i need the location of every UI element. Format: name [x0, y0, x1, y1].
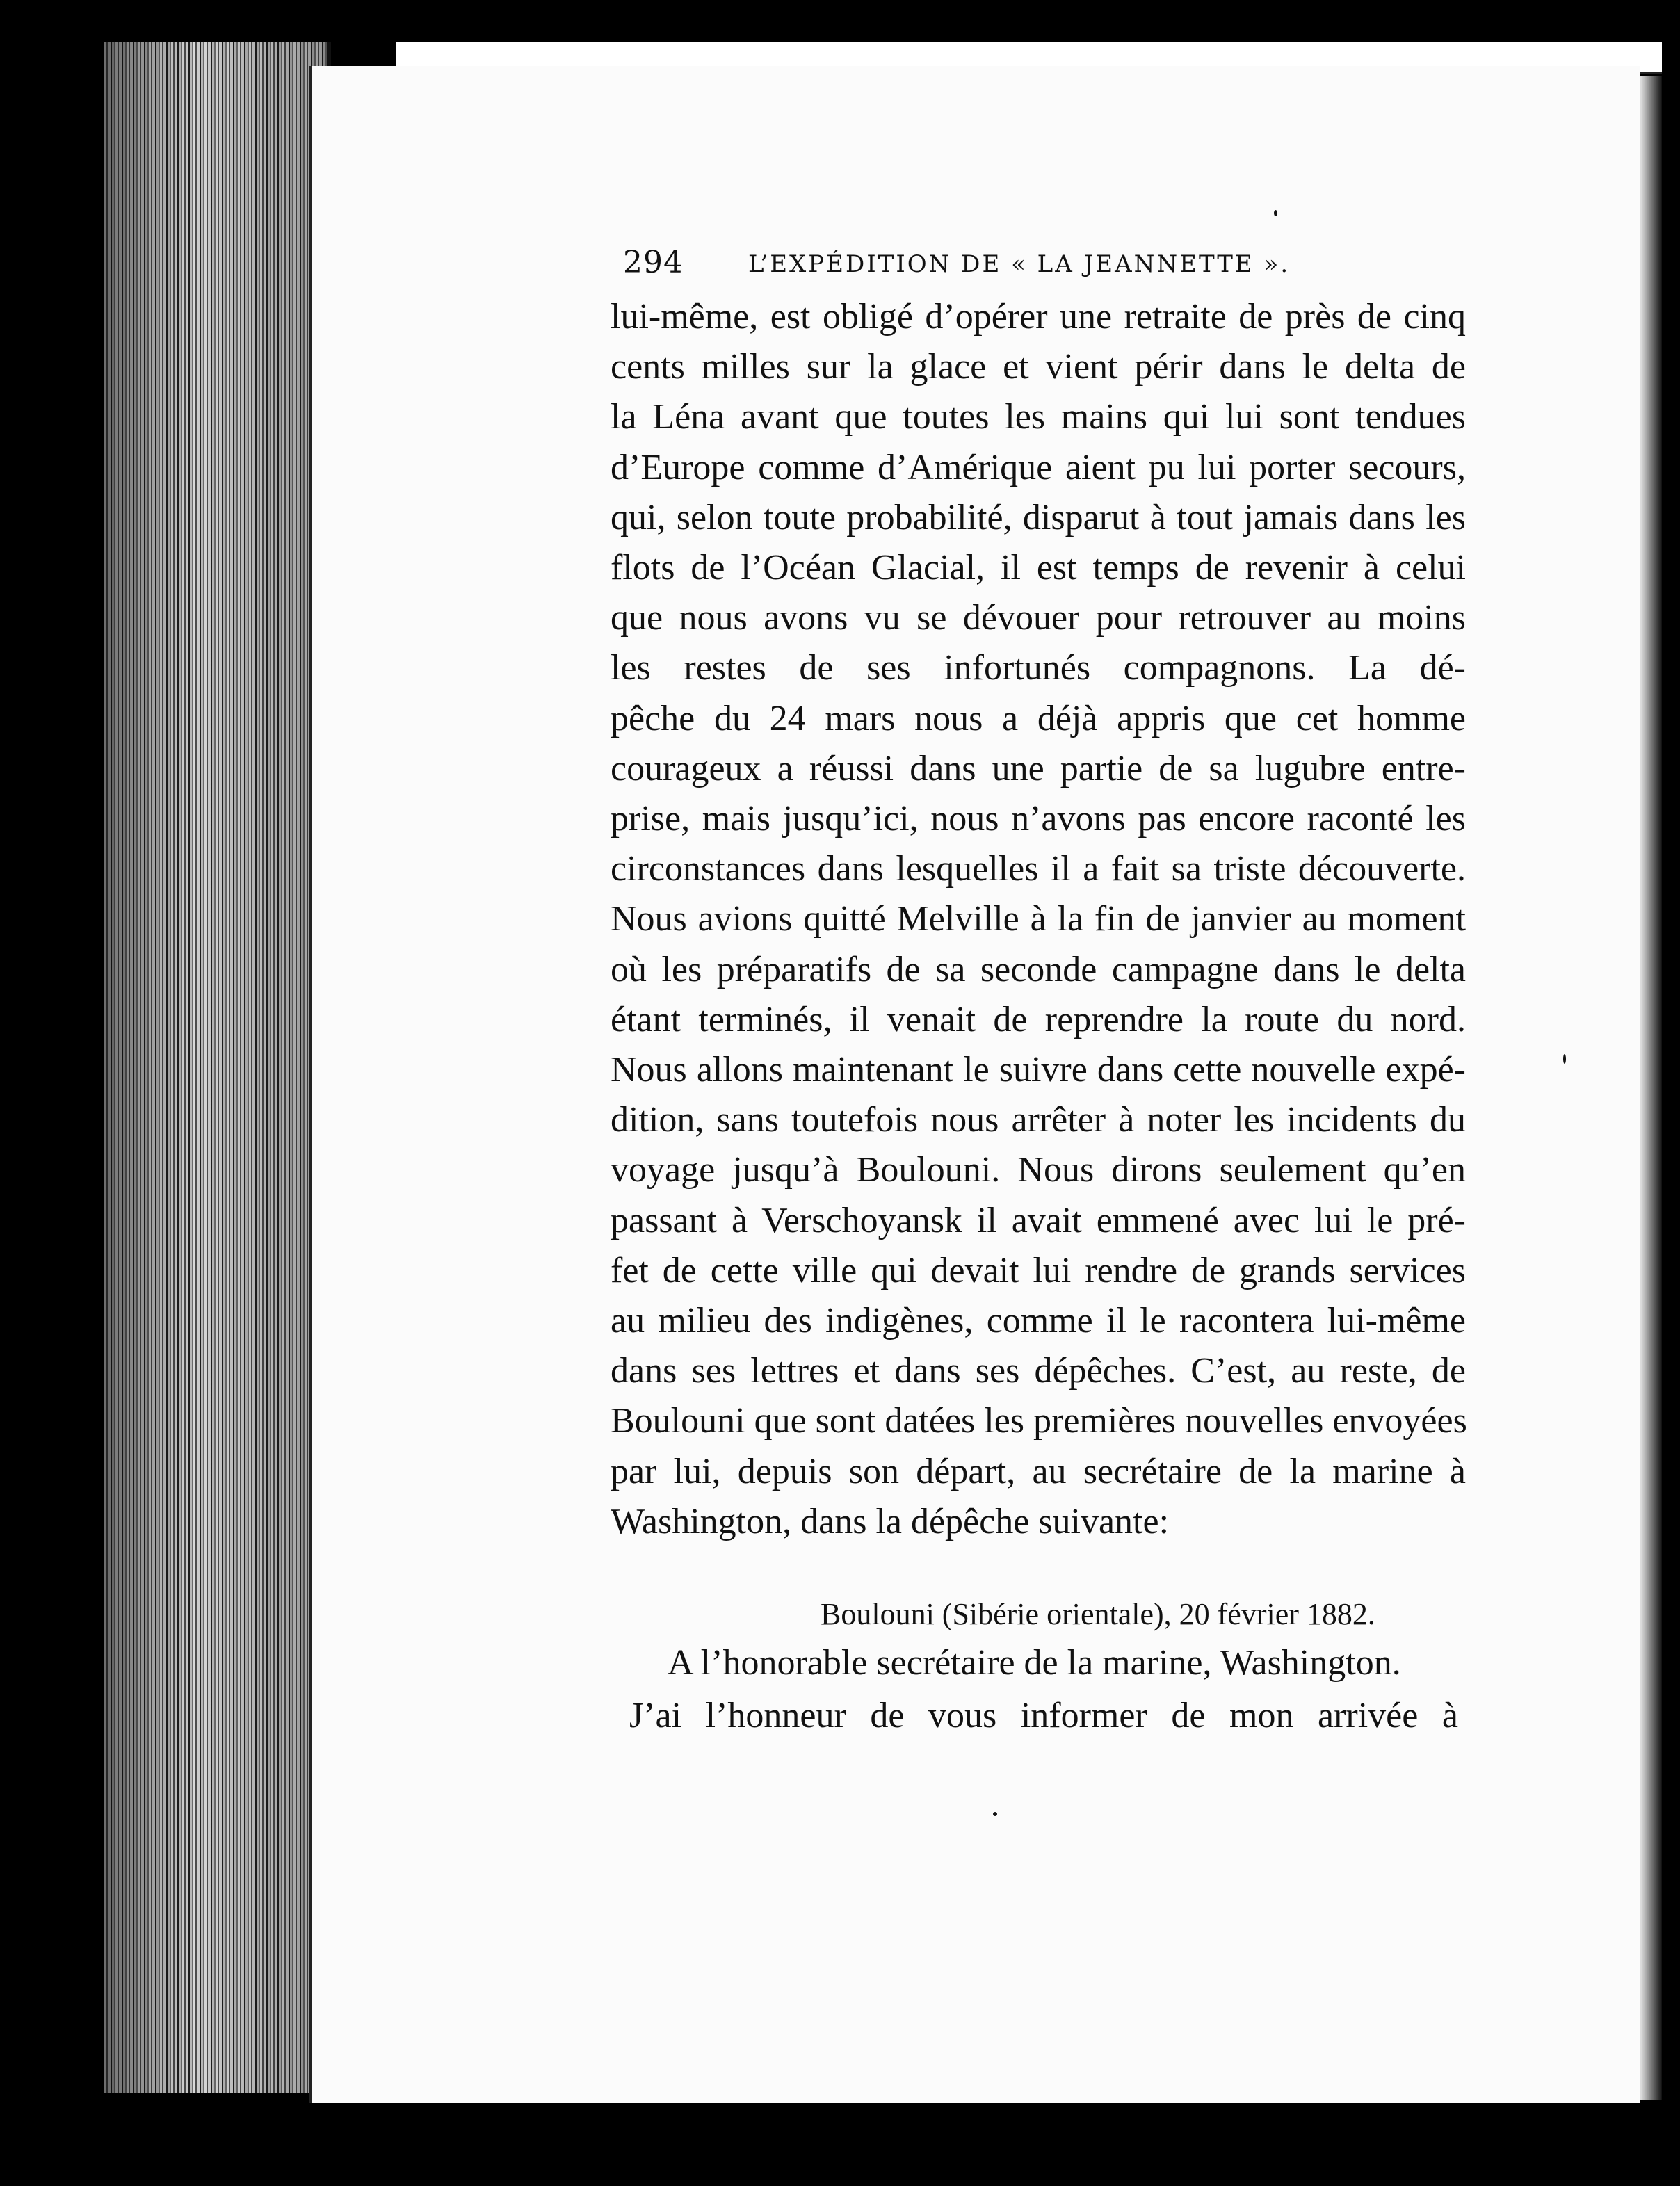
- text-line: étant terminés, il venait de reprendre la route du nord.: [611, 999, 1466, 1039]
- text-line: passant à Verschoyansk il avait emmené avec lui le pré-: [611, 1200, 1466, 1240]
- text-line: prise, mais jusqu’ici, nous n’avons pas encore raconté les: [611, 799, 1466, 839]
- text-line: lui-même, est obligé d’opérer une retraite de près de cinq: [611, 297, 1466, 337]
- text-line: d’Europe comme d’Amérique aient pu lui porter secours,: [611, 447, 1466, 487]
- text-line: où les préparatifs de sa seconde campagne dans le delta: [611, 949, 1466, 989]
- scan-speck: [1563, 1054, 1566, 1064]
- text-line: Boulouni que sont datées les premières nouvelles envoyées: [611, 1401, 1467, 1441]
- text-line: flots de l’Océan Glacial, il est temps de revenir à celui: [611, 548, 1466, 588]
- letter-dateline: Boulouni (Sibérie orientale), 20 février 1882.: [821, 1597, 1375, 1631]
- text-line: Nous allons maintenant le suivre dans cette nouvelle expé-: [611, 1050, 1466, 1090]
- text-line: voyage jusqu’à Boulouni. Nous dirons seulement qu’en: [611, 1150, 1466, 1190]
- text-line: courageux a réussi dans une partie de sa lugubre entre-: [611, 748, 1466, 788]
- text-line: circonstances dans lesquelles il a fait sa triste découverte.: [611, 849, 1466, 889]
- text-line: fet de cette ville qui devait lui rendre de grands services: [611, 1250, 1466, 1290]
- text-line: Nous avions quitté Melville à la fin de janvier au moment: [611, 899, 1466, 939]
- body-paragraph: [611, 292, 1466, 1547]
- page-edges-stack: [104, 42, 331, 2093]
- text-line: cents milles sur la glace et vient périr dans le delta de: [611, 347, 1466, 387]
- text-line: par lui, depuis son départ, au secrétaire de la marine à: [611, 1451, 1466, 1491]
- running-title: L’EXPÉDITION DE « LA JEANNETTE ».: [748, 250, 1291, 278]
- text-line: la Léna avant que toutes les mains qui lui sont tendues: [611, 397, 1466, 437]
- text-line: dition, sans toutefois nous arrêter à noter les incidents du: [611, 1100, 1466, 1140]
- letter-first-line: J’ai l’honneur de vous informer de mon arrivée à: [629, 1696, 1458, 1735]
- text-line: qui, selon toute probabilité, disparut à tout jamais dans les: [611, 497, 1466, 537]
- text-line: Washington, dans la dépêche suivante:: [611, 1501, 1170, 1541]
- page-number: 294: [623, 245, 684, 280]
- text-line: les restes de ses infortunés compagnons. La dé-: [611, 648, 1466, 688]
- text-line: que nous avons vu se dévouer pour retrouver au moins: [611, 598, 1466, 638]
- scan-speck: [993, 1812, 997, 1816]
- text-line: dans ses lettres et dans ses dépêches. C’est, au reste, de: [611, 1351, 1466, 1391]
- text-line: au milieu des indigènes, comme il le racontera lui-même: [611, 1301, 1466, 1341]
- scan-speck: [1274, 210, 1277, 216]
- letter-salutation: A l’honorable secrétaire de la marine, Washington.: [668, 1643, 1401, 1683]
- text-line: pêche du 24 mars nous a déjà appris que cet homme: [611, 698, 1466, 738]
